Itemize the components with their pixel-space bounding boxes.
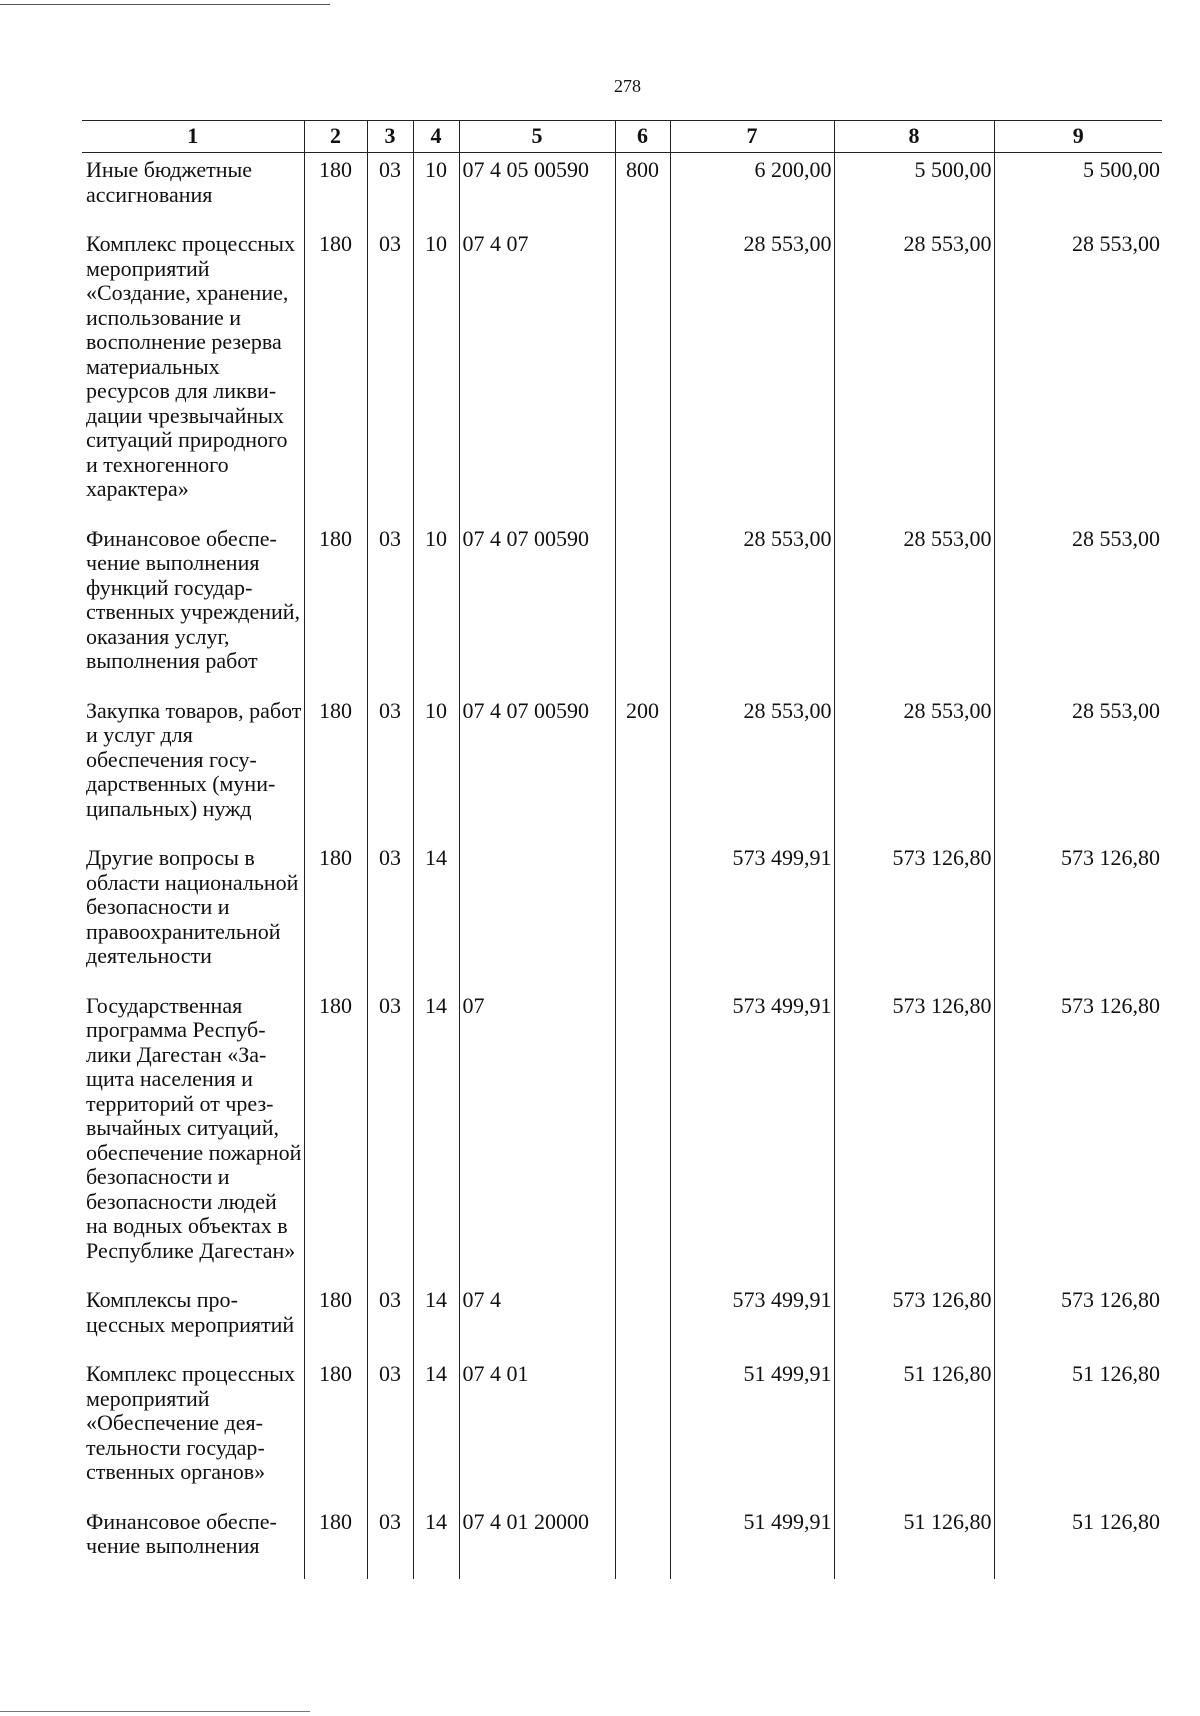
- row-col-2: 180: [304, 153, 367, 228]
- row-col-2: 180: [304, 694, 367, 842]
- row-col-8: 28 553,00: [834, 694, 994, 842]
- row-name: Финансовое обеспечение выполнения: [86, 1508, 277, 1558]
- row-col-2: 180: [304, 1283, 367, 1357]
- row-col-9: 28 553,00: [994, 227, 1162, 522]
- row-col-4: 14: [413, 1283, 459, 1357]
- row-col-9: 573 126,80: [994, 989, 1162, 1284]
- row-name: Комплекс процессных мероприятий «Создание, хранение, использование и восполнение резерва материальных ресурсов для ликвидации чрезвычайных ситуаций природного и техногенного характера»: [86, 231, 295, 501]
- table-row: [82, 1357, 1162, 1505]
- row-col-6: [615, 841, 670, 989]
- table-row: [82, 522, 1162, 694]
- row-col-7: 573 499,91: [670, 989, 834, 1284]
- row-col-5: 07: [459, 989, 615, 1284]
- row-col-6: [615, 1283, 670, 1357]
- row-col-6: 200: [615, 694, 670, 842]
- row-col-3: 03: [367, 841, 413, 989]
- row-col-7: 28 553,00: [670, 227, 834, 522]
- row-name: Иные бюджетные ассигнования: [86, 157, 253, 207]
- row-col-3: 03: [367, 522, 413, 694]
- row-col-8: 5 500,00: [834, 153, 994, 228]
- row-col-7: 6 200,00: [670, 153, 834, 228]
- row-col-5: 07 4 07 00590: [459, 522, 615, 694]
- row-col-5: 07 4: [459, 1283, 615, 1357]
- row-col-2: 180: [304, 1505, 367, 1579]
- budget-table: [82, 120, 1162, 1579]
- row-col-7: 573 499,91: [670, 841, 834, 989]
- table-row: [82, 1505, 1162, 1579]
- row-name: Закупка товаров, работ и услуг для обеспечения государственных (муниципальных) нужд: [86, 697, 302, 821]
- row-col-8: 573 126,80: [834, 1283, 994, 1357]
- budget-table-container: [82, 120, 1162, 1584]
- row-col-6: [615, 1357, 670, 1505]
- row-col-5: 07 4 01: [459, 1357, 615, 1505]
- row-col-9: 573 126,80: [994, 1283, 1162, 1357]
- header-row: [82, 121, 1162, 153]
- header-col-6: 6: [615, 121, 670, 153]
- row-col-2: 180: [304, 841, 367, 989]
- row-col-8: 28 553,00: [834, 522, 994, 694]
- row-col-3: 03: [367, 1505, 413, 1579]
- table-row: [82, 841, 1162, 989]
- row-col-2: 180: [304, 522, 367, 694]
- row-col-4: 14: [413, 1505, 459, 1579]
- row-col-9: 5 500,00: [994, 153, 1162, 228]
- header-col-2: 2: [304, 121, 367, 153]
- row-col-8: 573 126,80: [834, 989, 994, 1284]
- row-col-4: 10: [413, 522, 459, 694]
- row-name: Государственная программа Республики Дагестан «Защита населения и территорий от чрезвычайных ситуаций, обеспечение пожарной безопасности и безопасности людей на водных объектах в Республике Дагестан»: [86, 992, 302, 1263]
- row-col-7: 28 553,00: [670, 694, 834, 842]
- row-col-2: 180: [304, 1357, 367, 1505]
- row-col-8: 28 553,00: [834, 227, 994, 522]
- row-col-3: 03: [367, 1357, 413, 1505]
- row-col-9: 28 553,00: [994, 522, 1162, 694]
- row-col-4: 14: [413, 1357, 459, 1505]
- row-col-6: [615, 522, 670, 694]
- table-row: [82, 153, 1162, 228]
- row-col-6: 800: [615, 153, 670, 228]
- row-col-8: 51 126,80: [834, 1505, 994, 1579]
- row-col-9: 573 126,80: [994, 841, 1162, 989]
- row-col-5: [459, 841, 615, 989]
- row-col-9: 51 126,80: [994, 1357, 1162, 1505]
- header-col-1: 1: [82, 121, 304, 153]
- row-name: Комплекс процессных мероприятий «Обеспечение деятельности государственных органов»: [86, 1361, 295, 1484]
- row-col-4: 14: [413, 841, 459, 989]
- top-scan-rule: [0, 4, 330, 5]
- row-col-5: 07 4 07: [459, 227, 615, 522]
- table-row: [82, 1283, 1162, 1357]
- row-col-9: 51 126,80: [994, 1505, 1162, 1579]
- row-col-3: 03: [367, 694, 413, 842]
- row-name: Другие вопросы в области национальной безопасности и правоохранительной деятельности: [86, 845, 299, 968]
- row-col-6: [615, 989, 670, 1284]
- row-col-7: 28 553,00: [670, 522, 834, 694]
- page-number: 278: [614, 76, 641, 96]
- table-row: [82, 227, 1162, 522]
- row-col-2: 180: [304, 227, 367, 522]
- row-col-2: 180: [304, 989, 367, 1284]
- row-col-5: 07 4 05 00590: [459, 153, 615, 228]
- row-col-7: 573 499,91: [670, 1283, 834, 1357]
- row-col-6: [615, 227, 670, 522]
- table-row: [82, 989, 1162, 1284]
- row-col-8: 51 126,80: [834, 1357, 994, 1505]
- row-col-3: 03: [367, 989, 413, 1284]
- table-row: [82, 694, 1162, 842]
- header-col-4: 4: [413, 121, 459, 153]
- header-col-7: 7: [670, 121, 834, 153]
- row-col-4: 14: [413, 989, 459, 1284]
- row-col-5: 07 4 01 20000: [459, 1505, 615, 1579]
- row-col-4: 10: [413, 153, 459, 228]
- row-name: Финансовое обеспечение выполнения функций государственных учреждений, оказания услуг, выполнения работ: [86, 525, 301, 673]
- bottom-scan-rule: [0, 1711, 310, 1712]
- row-col-5: 07 4 07 00590: [459, 694, 615, 842]
- row-col-4: 10: [413, 694, 459, 842]
- row-col-4: 10: [413, 227, 459, 522]
- header-col-8: 8: [834, 121, 994, 153]
- row-col-7: 51 499,91: [670, 1357, 834, 1505]
- header-col-5: 5: [459, 121, 615, 153]
- row-col-7: 51 499,91: [670, 1505, 834, 1579]
- row-col-8: 573 126,80: [834, 841, 994, 989]
- row-col-3: 03: [367, 153, 413, 228]
- row-col-3: 03: [367, 1283, 413, 1357]
- row-col-9: 28 553,00: [994, 694, 1162, 842]
- row-col-3: 03: [367, 227, 413, 522]
- header-col-3: 3: [367, 121, 413, 153]
- row-name: Комплексы процессных мероприятий: [86, 1287, 295, 1337]
- header-col-9: 9: [994, 121, 1162, 153]
- row-col-6: [615, 1505, 670, 1579]
